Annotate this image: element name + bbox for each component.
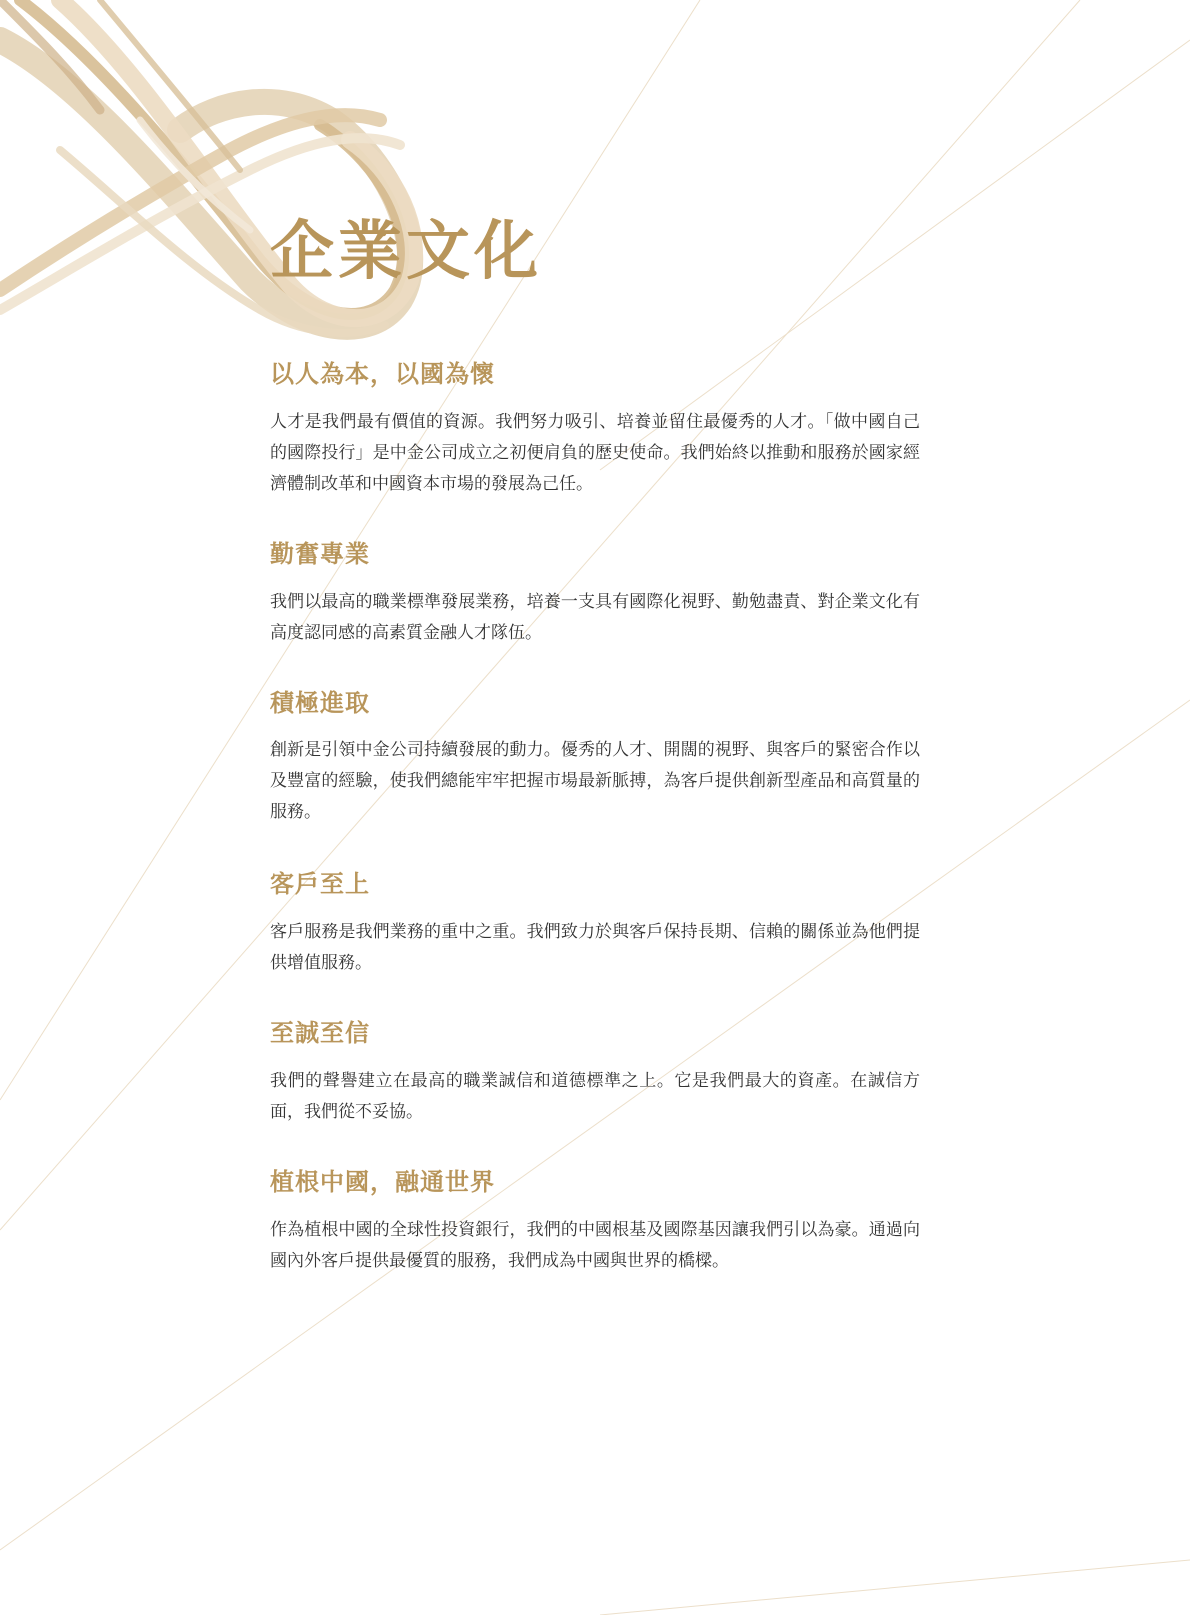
section-heading: 客戶至上 <box>270 869 370 899</box>
section-rooted-in-china <box>270 1168 920 1277</box>
section-body: 客戶服務是我們業務的重中之重。我們致力於與客戶保持長期、信賴的關係並為他們提供增值服務。 <box>270 922 920 974</box>
section-body: 我們的聲譽建立在最高的職業誠信和道德標準之上。它是我們最大的資產。在誠信方面，我們從不妥協。 <box>270 1070 920 1122</box>
section-body: 作為植根中國的全球性投資銀行，我們的中國根基及國際基因讓我們引以為豪。通過向國內外客戶提供最優質的服務，我們成為中國與世界的橋樑。 <box>270 1219 920 1271</box>
section-heading: 勤奮專業 <box>270 538 370 568</box>
section-proactive <box>270 689 920 829</box>
section-body: 創新是引領中金公司持續發展的動力。優秀的人才、開闊的視野、與客戶的緊密合作以及豐富的經驗，使我們總能牢牢把握市場最新脈搏，為客戶提供創新型產品和高質量的服務。 <box>270 740 920 823</box>
section-client-first <box>270 870 920 979</box>
section-integrity <box>270 1019 920 1128</box>
section-body: 人才是我們最有價值的資源。我們努力吸引、培養並留住最優秀的人才。「做中國自己的國際投行」是中金公司成立之初便肩負的歷史使命。我們始終以推動和服務於國家經濟體制改革和中國資本市場的發展為己任。 <box>270 411 920 494</box>
culture-sections <box>270 360 920 1277</box>
section-heading: 植根中國，融通世界 <box>270 1166 495 1196</box>
section-heading: 至誠至信 <box>270 1018 370 1048</box>
section-heading: 以人為本，以國為懷 <box>270 359 495 388</box>
section-heading: 積極進取 <box>270 687 370 717</box>
section-diligence <box>270 540 920 649</box>
page-title: 企業文化 <box>270 214 542 289</box>
section-body: 我們以最高的職業標準發展業務，培養一支具有國際化視野、勤勉盡責、對企業文化有高度認同感的高素質金融人才隊伍。 <box>270 591 920 643</box>
section-people-oriented <box>270 360 920 500</box>
